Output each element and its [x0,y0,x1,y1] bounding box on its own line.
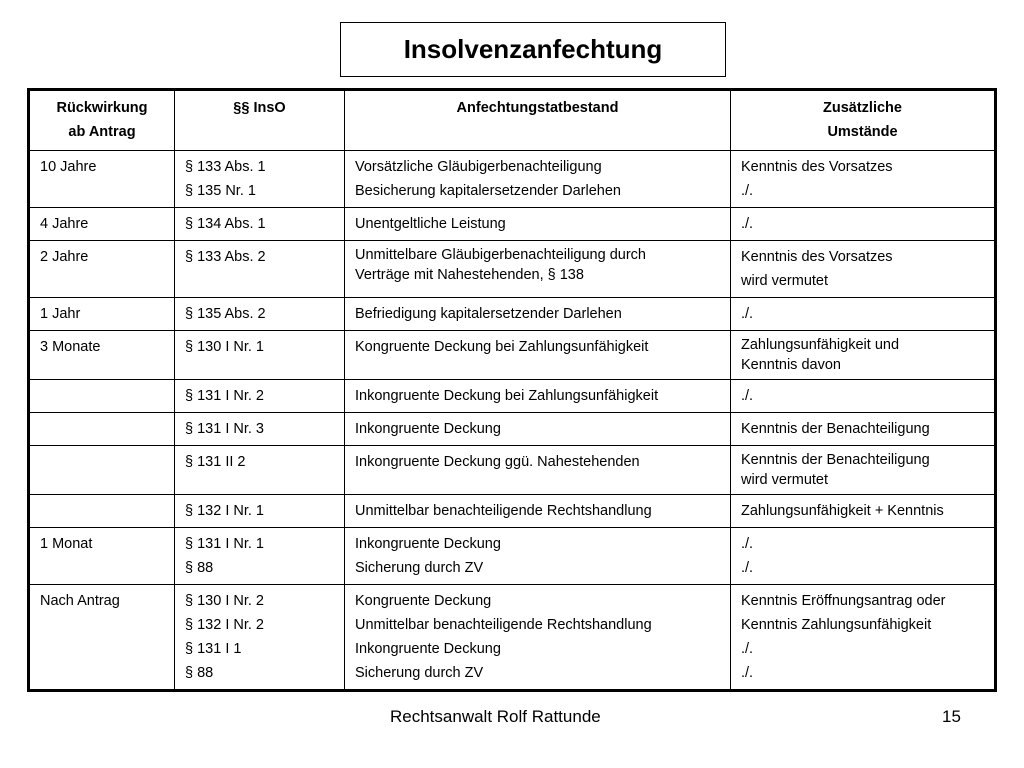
cell-line: § 88 [185,665,214,681]
table-row [29,528,996,585]
cell-inso-paragraph [175,446,345,495]
cell-line: Inkongruente Deckung [355,421,501,437]
cell-zusaetzliche-umstaende [731,298,996,331]
header-line: Zusätzliche [823,100,902,116]
cell-line: Inkongruente Deckung bei Zahlungsunfähigkeit [355,388,659,404]
column-header-rueckwirkung [29,90,175,151]
cell-line: Kenntnis Zahlungsunfähigkeit [741,617,932,633]
cell-inso-paragraph [175,495,345,528]
table-header [29,90,996,151]
cell-inso-paragraph [175,331,345,380]
table-row [29,298,996,331]
cell-line: Kongruente Deckung bei Zahlungsunfähigkeit [355,339,649,355]
cell-inso-paragraph [175,298,345,331]
cell-zusaetzliche-umstaende [731,331,996,380]
table-row [29,413,996,446]
cell-inso-paragraph [175,528,345,585]
cell-line: § 135 Nr. 1 [185,183,256,199]
cell-zusaetzliche-umstaende [731,446,996,495]
cell-line: § 130 I Nr. 1 [185,339,264,355]
cell-line: 1 Monat [40,536,93,552]
cell-line: Besicherung kapitalersetzender Darlehen [355,183,621,199]
header-line: Rückwirkung [56,100,148,116]
cell-line: § 132 I Nr. 2 [185,617,264,633]
cell-line: ./. [741,665,754,681]
cell-line: ./. [741,641,754,657]
cell-line: Unentgeltliche Leistung [355,216,506,232]
cell-anfechtungstatbestand [345,380,731,413]
cell-line: § 134 Abs. 1 [185,216,266,232]
cell-anfechtungstatbestand [345,413,731,446]
cell-line: Unmittelbare Gläubigerbenachteiligung durch [355,247,646,263]
cell-rueckwirkung [29,241,175,298]
table-body [29,151,996,691]
header-line: Umstände [827,124,898,140]
column-header-zusaetzliche-umstaende [731,90,996,151]
cell-line: § 131 I 1 [185,641,242,657]
cell-line: § 131 II 2 [185,454,246,470]
cell-line: ./. [741,216,754,232]
cell-inso-paragraph [175,208,345,241]
cell-line: Inkongruente Deckung [355,536,501,552]
cell-anfechtungstatbestand [345,208,731,241]
cell-zusaetzliche-umstaende [731,413,996,446]
insolvency-table [27,88,997,692]
cell-line: § 131 I Nr. 1 [185,536,264,552]
cell-line: ./. [741,560,754,576]
header-line: ab Antrag [68,124,136,140]
cell-zusaetzliche-umstaende [731,585,996,691]
header-row [29,90,996,151]
cell-inso-paragraph [175,151,345,208]
cell-rueckwirkung [29,208,175,241]
cell-anfechtungstatbestand [345,495,731,528]
cell-line: 2 Jahre [40,249,89,265]
cell-line: ./. [741,536,754,552]
cell-line: Unmittelbar benachteiligende Rechtshandlung [355,617,652,633]
cell-line: Kenntnis davon [741,357,841,373]
slide-title [340,22,726,77]
table-row [29,208,996,241]
cell-zusaetzliche-umstaende [731,241,996,298]
cell-anfechtungstatbestand [345,585,731,691]
cell-inso-paragraph [175,241,345,298]
table-row [29,585,996,691]
slide-title-text: Insolvenzanfechtung [403,34,663,64]
cell-line: Sicherung durch ZV [355,560,484,576]
column-header-anfechtungstatbestand [345,90,731,151]
table-row [29,446,996,495]
cell-rueckwirkung [29,413,175,446]
cell-line: 10 Jahre [40,159,97,175]
cell-rueckwirkung [29,585,175,691]
table-row [29,241,996,298]
cell-line: § 133 Abs. 2 [185,249,266,265]
table-row [29,380,996,413]
footer-author: Rechtsanwalt Rolf Rattunde [390,707,601,726]
cell-rueckwirkung [29,380,175,413]
cell-line: § 131 I Nr. 2 [185,388,264,404]
cell-line: ./. [741,388,754,404]
cell-line: wird vermutet [741,472,829,488]
cell-line: Nach Antrag [40,593,120,609]
cell-anfechtungstatbestand [345,331,731,380]
cell-line: Unmittelbar benachteiligende Rechtshandlung [355,503,652,519]
cell-line: Verträge mit Nahestehenden, § 138 [355,267,584,283]
cell-rueckwirkung [29,298,175,331]
cell-line: Kenntnis der Benachteiligung [741,452,930,468]
cell-line: ./. [741,306,754,322]
cell-line: Vorsätzliche Gläubigerbenachteiligung [355,159,602,175]
cell-line: ./. [741,183,754,199]
header-line: §§ InsO [233,100,286,116]
page-number: 15 [942,707,961,726]
cell-zusaetzliche-umstaende [731,495,996,528]
cell-line: Sicherung durch ZV [355,665,484,681]
cell-rueckwirkung [29,528,175,585]
cell-anfechtungstatbestand [345,298,731,331]
cell-rueckwirkung [29,446,175,495]
cell-line: Inkongruente Deckung ggü. Nahestehenden [355,454,640,470]
cell-line: § 130 I Nr. 2 [185,593,264,609]
cell-line: Kenntnis des Vorsatzes [741,249,893,265]
cell-zusaetzliche-umstaende [731,208,996,241]
cell-rueckwirkung [29,495,175,528]
table-row [29,495,996,528]
cell-line: 3 Monate [40,339,101,355]
column-header-inso-paragraph [175,90,345,151]
cell-anfechtungstatbestand [345,241,731,298]
cell-zusaetzliche-umstaende [731,151,996,208]
cell-anfechtungstatbestand [345,528,731,585]
cell-line: § 88 [185,560,214,576]
cell-inso-paragraph [175,585,345,691]
cell-line: Kenntnis Eröffnungsantrag oder [741,593,946,609]
cell-line: § 131 I Nr. 3 [185,421,264,437]
table-row [29,151,996,208]
cell-zusaetzliche-umstaende [731,528,996,585]
cell-anfechtungstatbestand [345,151,731,208]
cell-line: § 135 Abs. 2 [185,306,266,322]
cell-line: Kenntnis des Vorsatzes [741,159,893,175]
cell-line: 4 Jahre [40,216,89,232]
cell-line: wird vermutet [741,273,829,289]
table-row [29,331,996,380]
cell-inso-paragraph [175,413,345,446]
cell-line: 1 Jahr [40,306,81,322]
cell-line: Zahlungsunfähigkeit und [741,337,900,353]
cell-line: § 132 I Nr. 1 [185,503,264,519]
cell-line: Kenntnis der Benachteiligung [741,421,930,437]
cell-inso-paragraph [175,380,345,413]
cell-rueckwirkung [29,151,175,208]
cell-line: Befriedigung kapitalersetzender Darlehen [355,306,622,322]
cell-anfechtungstatbestand [345,446,731,495]
cell-rueckwirkung [29,331,175,380]
cell-line: Inkongruente Deckung [355,641,501,657]
header-line: Anfechtungstatbestand [456,100,619,116]
cell-zusaetzliche-umstaende [731,380,996,413]
cell-line: § 133 Abs. 1 [185,159,266,175]
cell-line: Kongruente Deckung [355,593,492,609]
cell-line: Zahlungsunfähigkeit + Kenntnis [741,503,944,519]
